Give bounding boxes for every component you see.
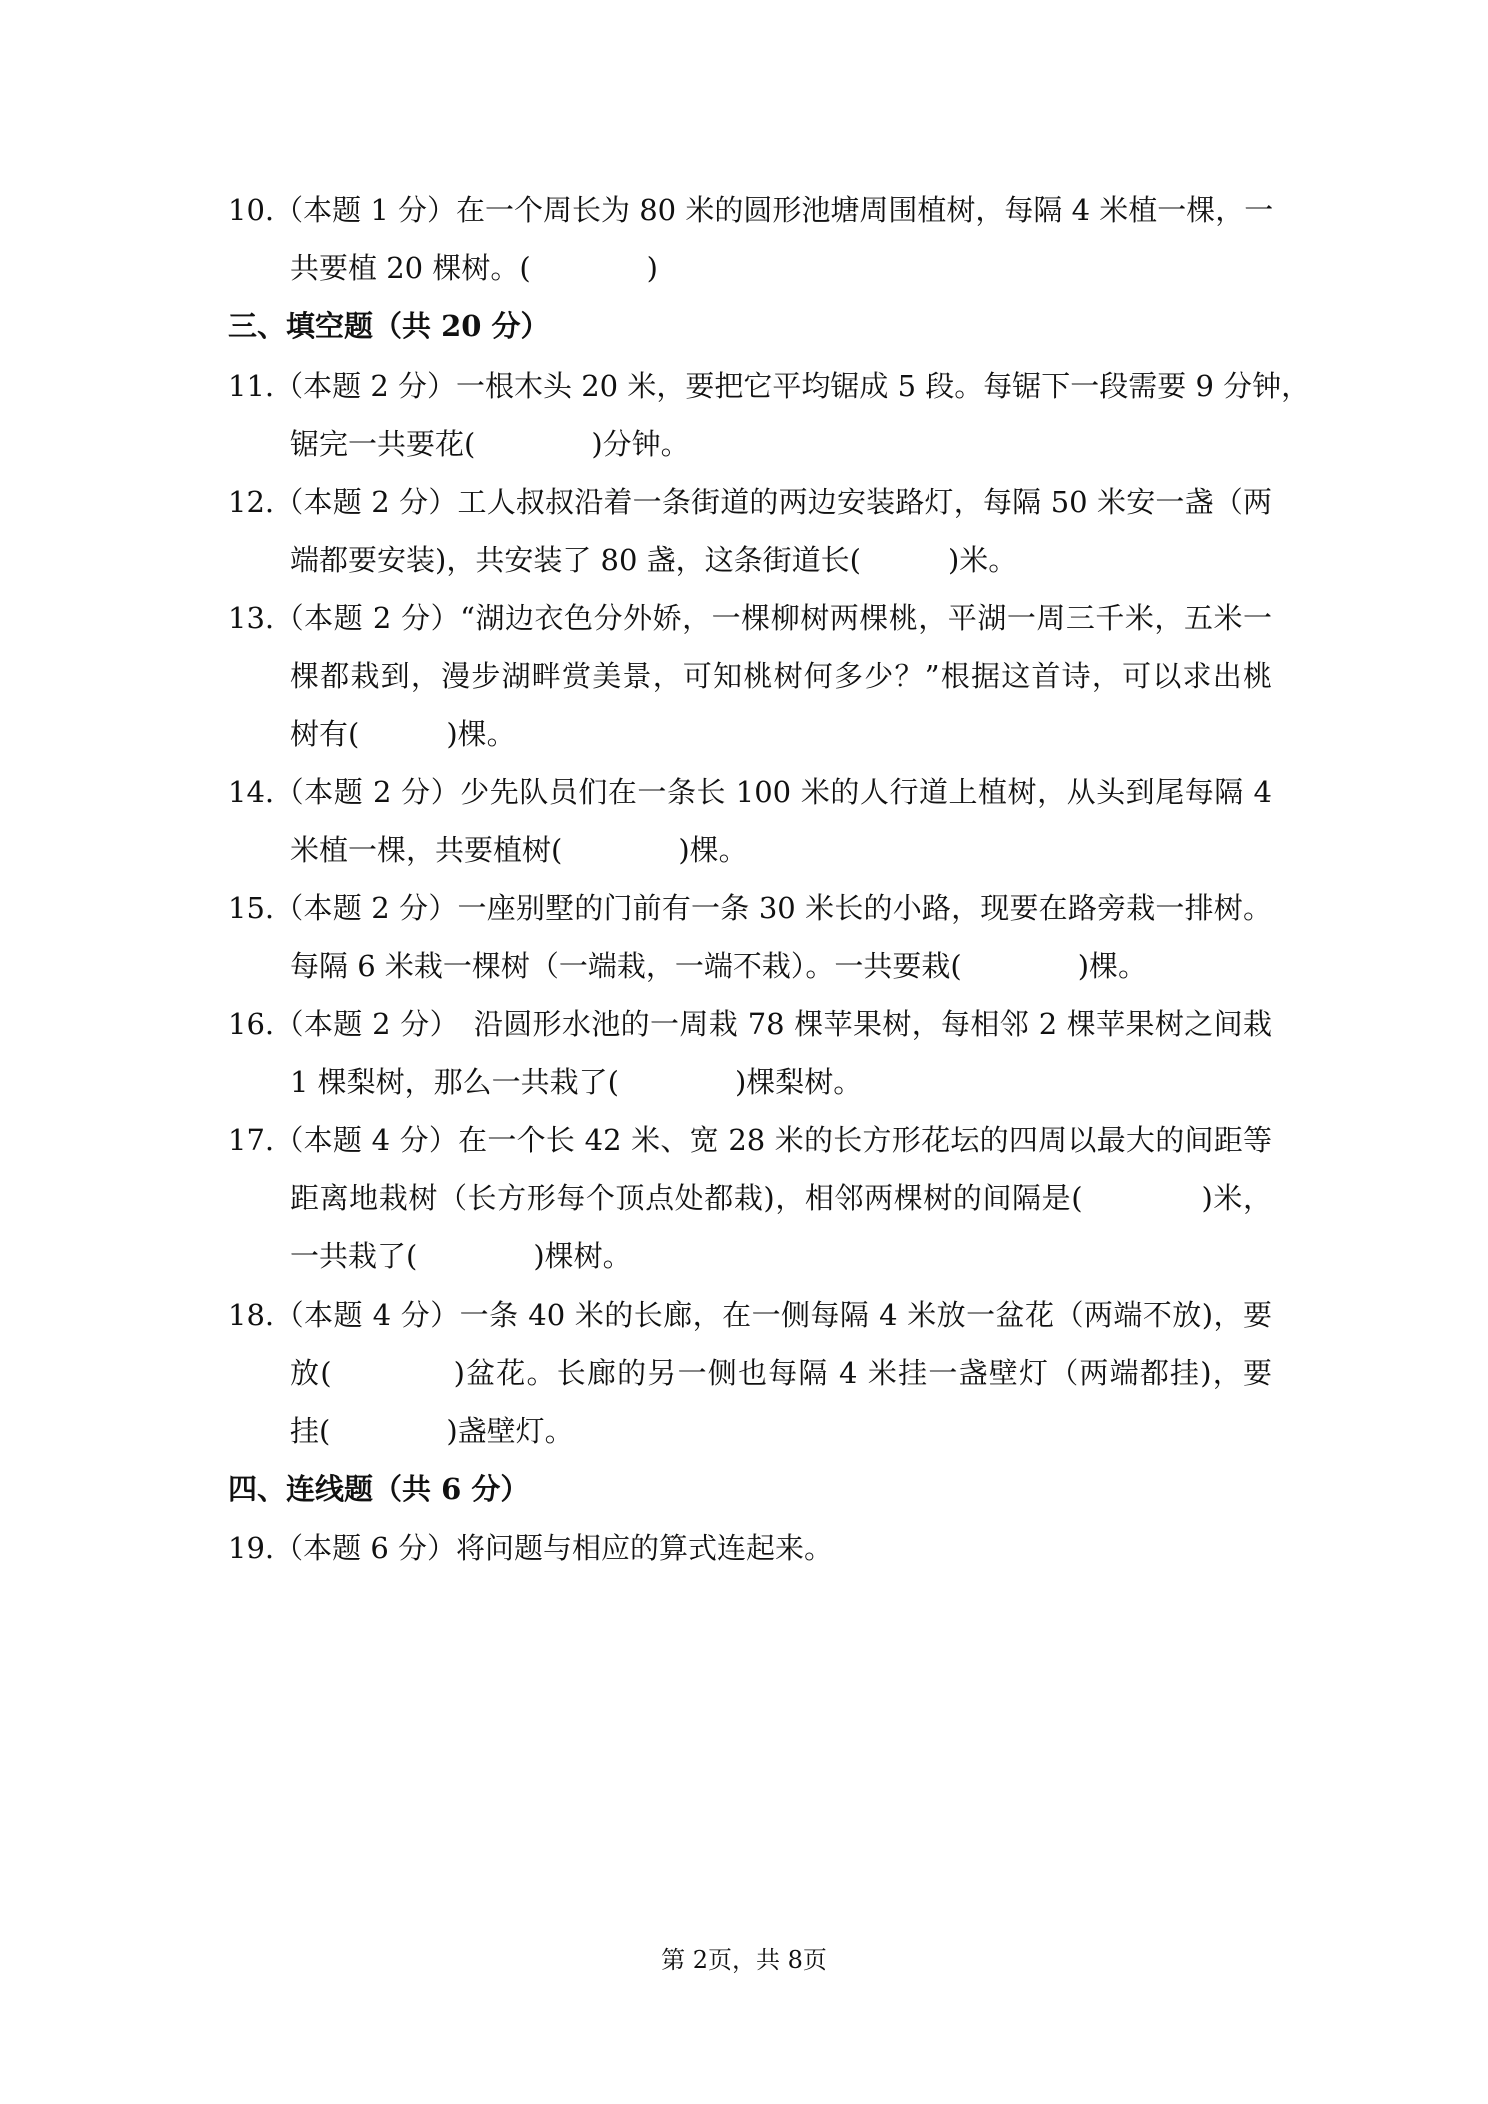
question-line: 端都要安装)，共安装了 80 盏，这条街道长( )米。 <box>290 543 1018 577</box>
question-line: 树有( )棵。 <box>290 717 516 751</box>
question-line: 15.（本题 2 分）一座别墅的门前有一条 30 米长的小路，现要在路旁栽一排树。 <box>228 891 1272 925</box>
question-13 <box>228 589 1272 763</box>
question-15 <box>228 879 1272 995</box>
question-line: 10.（本题 1 分）在一个周长为 80 米的圆形池塘周围植树，每隔 4 米植一棵，一 <box>228 193 1274 227</box>
question-line: 挂( )盏壁灯。 <box>290 1414 574 1448</box>
question-16 <box>228 995 1272 1111</box>
question-line: 共要植 20 棵树。( ) <box>290 251 658 285</box>
question-line: 14.（本题 2 分）少先队员们在一条长 100 米的人行道上植树，从头到尾每隔 4 <box>228 775 1272 809</box>
question-line: 11.（本题 2 分）一根木头 20 米，要把它平均锯成 5 段。每锯下一段需要 9 分钟， <box>228 369 1311 403</box>
question-17 <box>228 1111 1272 1285</box>
question-line: 18.（本题 4 分）一条 40 米的长廊，在一侧每隔 4 米放一盆花（两端不放)，要 <box>228 1298 1272 1332</box>
question-line: 16.（本题 2 分） 沿圆形水池的一周栽 78 棵苹果树，每相邻 2 棵苹果树之间栽 <box>228 1007 1272 1041</box>
question-line: 12.（本题 2 分）工人叔叔沿着一条街道的两边安装路灯，每隔 50 米安一盏（两 <box>228 485 1272 519</box>
question-line: 1 棵梨树，那么一共栽了( )棵梨树。 <box>290 1065 863 1099</box>
question-line: 17.（本题 4 分）在一个长 42 米、宽 28 米的长方形花坛的四周以最大的间距等 <box>228 1123 1272 1157</box>
question-11 <box>228 357 1311 473</box>
question-line: 棵都栽到，漫步湖畔赏美景，可知桃树何多少？”根据这首诗，可以求出桃 <box>290 659 1272 693</box>
question-line: 13.（本题 2 分）“湖边衣色分外娇，一棵柳树两棵桃，平湖一周三千米，五米一 <box>228 601 1272 635</box>
question-10 <box>228 181 1272 297</box>
question-line: 米植一棵，共要植树( )棵。 <box>290 833 748 867</box>
question-14 <box>228 763 1272 879</box>
question-19 <box>228 1519 1272 1577</box>
question-18 <box>228 1286 1272 1460</box>
question-line: 每隔 6 米栽一棵树（一端栽，一端不栽）。一共要栽( )棵。 <box>290 949 1148 983</box>
question-12 <box>228 473 1272 589</box>
question-line: 锯完一共要花( )分钟。 <box>290 427 690 461</box>
page-number-footer: 第 2页，共 8页 <box>661 1946 827 1974</box>
section-heading-fill-blank: 三、填空题（共 20 分） <box>228 309 550 343</box>
question-line: 放( )盆花。长廊的另一侧也每隔 4 米挂一盏壁灯（两端都挂)，要 <box>290 1356 1272 1390</box>
question-line: 距离地栽树（长方形每个顶点处都栽)，相邻两棵树的间隔是( )米， <box>290 1181 1272 1215</box>
question-line: 19.（本题 6 分）将问题与相应的算式连起来。 <box>228 1531 834 1565</box>
question-line: 一共栽了( )棵树。 <box>290 1239 632 1273</box>
section-heading-matching: 四、连线题（共 6 分） <box>228 1472 530 1506</box>
